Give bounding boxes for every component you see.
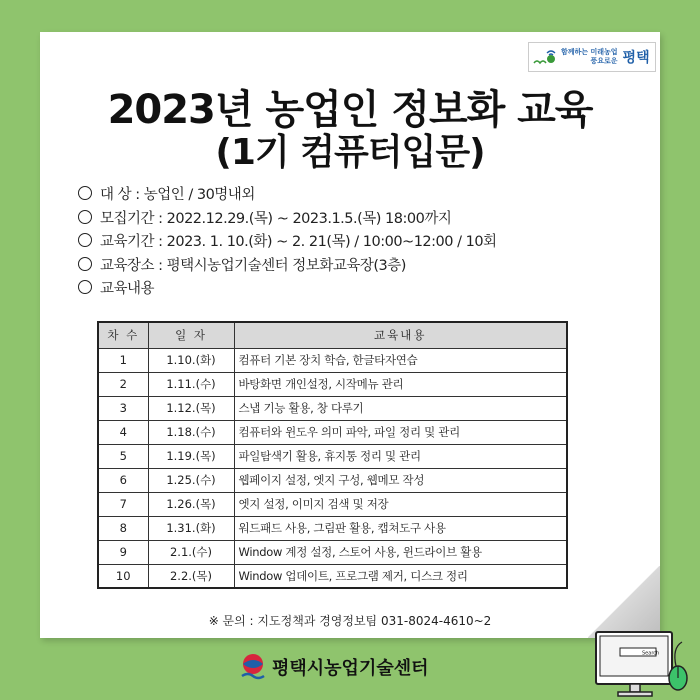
page-subtitle: (1기 컴퓨터입문) bbox=[215, 132, 485, 173]
session-date: 1.19.(목) bbox=[148, 444, 234, 468]
session-date: 1.26.(목) bbox=[148, 492, 234, 516]
monitor-search-text: Search bbox=[642, 650, 660, 657]
session-date: 2.1.(수) bbox=[148, 540, 234, 564]
contact-note: ※ 문의 : 지도정책과 경영정보팀 031-8024-4610~2 bbox=[208, 614, 492, 628]
session-number: 9 bbox=[98, 540, 148, 564]
header-date: 일 자 bbox=[148, 322, 234, 348]
header-content: 교육내용 bbox=[234, 322, 567, 348]
session-date: 1.12.(목) bbox=[148, 396, 234, 420]
session-content: Window 계정 설정, 스토어 사용, 윈드라이브 활용 bbox=[234, 540, 567, 564]
session-number: 3 bbox=[98, 396, 148, 420]
session-number: 10 bbox=[98, 564, 148, 588]
session-content: 스냅 기능 활용, 창 다루기 bbox=[234, 396, 567, 420]
header-session: 차 수 bbox=[98, 322, 148, 348]
table-row bbox=[98, 396, 567, 420]
session-date: 1.10.(화) bbox=[148, 348, 234, 372]
org-name: 평택시농업기술센터 bbox=[272, 658, 429, 679]
info-course-period: 교육기간 : 2023. 1. 10.(화) ~ 2. 21(목) / 10:00~12:00 / 10회 bbox=[78, 230, 497, 254]
info-contents-heading: 교육내용 bbox=[78, 277, 497, 301]
city-logo bbox=[528, 42, 656, 72]
session-content: 웹페이지 설정, 엣지 구성, 웹메모 작성 bbox=[234, 468, 567, 492]
logo-city-name: 평택 bbox=[622, 50, 650, 66]
table-row bbox=[98, 372, 567, 396]
table-row bbox=[98, 348, 567, 372]
table-row bbox=[98, 492, 567, 516]
session-content: 엣지 설정, 이미지 검색 및 저장 bbox=[234, 492, 567, 516]
info-target: 대 상 : 농업인 / 30명내외 bbox=[78, 183, 497, 207]
circle-bullet-icon bbox=[78, 257, 92, 271]
info-list bbox=[78, 183, 497, 301]
table-row bbox=[98, 420, 567, 444]
session-content: 컴퓨터 기본 장치 학습, 한글타자연습 bbox=[234, 348, 567, 372]
logo-slogan: 함께하는 미래농업 bbox=[561, 48, 618, 56]
city-emblem-icon bbox=[240, 652, 266, 682]
session-date: 1.31.(화) bbox=[148, 516, 234, 540]
circle-bullet-icon bbox=[78, 233, 92, 247]
table-header-row bbox=[98, 322, 567, 348]
table-row bbox=[98, 468, 567, 492]
session-number: 4 bbox=[98, 420, 148, 444]
session-date: 2.2.(목) bbox=[148, 564, 234, 588]
session-content: 컴퓨터와 윈도우 의미 파악, 파일 정리 및 관리 bbox=[234, 420, 567, 444]
schedule-table bbox=[97, 321, 568, 589]
session-date: 1.11.(수) bbox=[148, 372, 234, 396]
session-number: 7 bbox=[98, 492, 148, 516]
page-title: 2023년 농업인 정보화 교육 bbox=[107, 87, 593, 133]
session-date: 1.18.(수) bbox=[148, 420, 234, 444]
table-row bbox=[98, 540, 567, 564]
logo-slogan-2: 풍요로운 bbox=[590, 57, 618, 65]
session-content: 바탕화면 개인설정, 시작메뉴 관리 bbox=[234, 372, 567, 396]
farm-logo-icon bbox=[532, 47, 558, 67]
session-number: 6 bbox=[98, 468, 148, 492]
session-number: 8 bbox=[98, 516, 148, 540]
session-content: Window 업데이트, 프로그램 제거, 디스크 정리 bbox=[234, 564, 567, 588]
session-number: 5 bbox=[98, 444, 148, 468]
computer-illustration-icon bbox=[590, 628, 690, 698]
session-date: 1.25.(수) bbox=[148, 468, 234, 492]
circle-bullet-icon bbox=[78, 280, 92, 294]
table-row bbox=[98, 444, 567, 468]
session-number: 2 bbox=[98, 372, 148, 396]
table-row bbox=[98, 564, 567, 588]
info-recruit-period: 모집기간 : 2022.12.29.(목) ~ 2023.1.5.(목) 18:00까지 bbox=[78, 207, 497, 231]
session-number: 1 bbox=[98, 348, 148, 372]
info-location: 교육장소 : 평택시농업기술센터 정보화교육장(3층) bbox=[78, 254, 497, 278]
session-content: 파일탐색기 활용, 휴지통 정리 및 관리 bbox=[234, 444, 567, 468]
circle-bullet-icon bbox=[78, 210, 92, 224]
table-row bbox=[98, 516, 567, 540]
org-footer bbox=[240, 652, 429, 682]
circle-bullet-icon bbox=[78, 186, 92, 200]
session-content: 워드패드 사용, 그림판 활용, 캡쳐도구 사용 bbox=[234, 516, 567, 540]
